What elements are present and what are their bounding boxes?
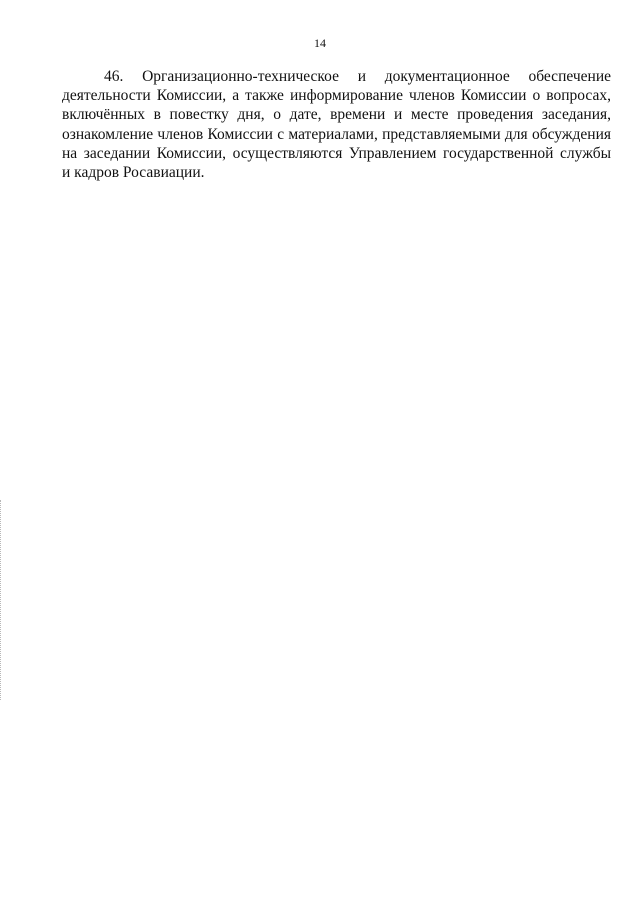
scan-edge-marks bbox=[0, 500, 4, 700]
paragraph-line: включённых в повестку дня, о дате, времени и месте проведения заседания, bbox=[62, 106, 611, 124]
paragraph-line: на заседании Комиссии, осуществляются Управлением государственной службы bbox=[62, 144, 611, 162]
paragraph-line: 46. Организационно-техническое и документационное обеспечение bbox=[104, 68, 611, 85]
paragraph-line: и кадров Росавиации. bbox=[62, 164, 205, 182]
paragraph-46 bbox=[62, 67, 611, 182]
paragraph-line: деятельности Комиссии, а также информирование членов Комиссии о вопросах, bbox=[62, 87, 611, 105]
page-number: 14 bbox=[314, 36, 326, 50]
paragraph-line: ознакомление членов Комиссии с материалами, представляемыми для обсуждения bbox=[62, 125, 611, 143]
